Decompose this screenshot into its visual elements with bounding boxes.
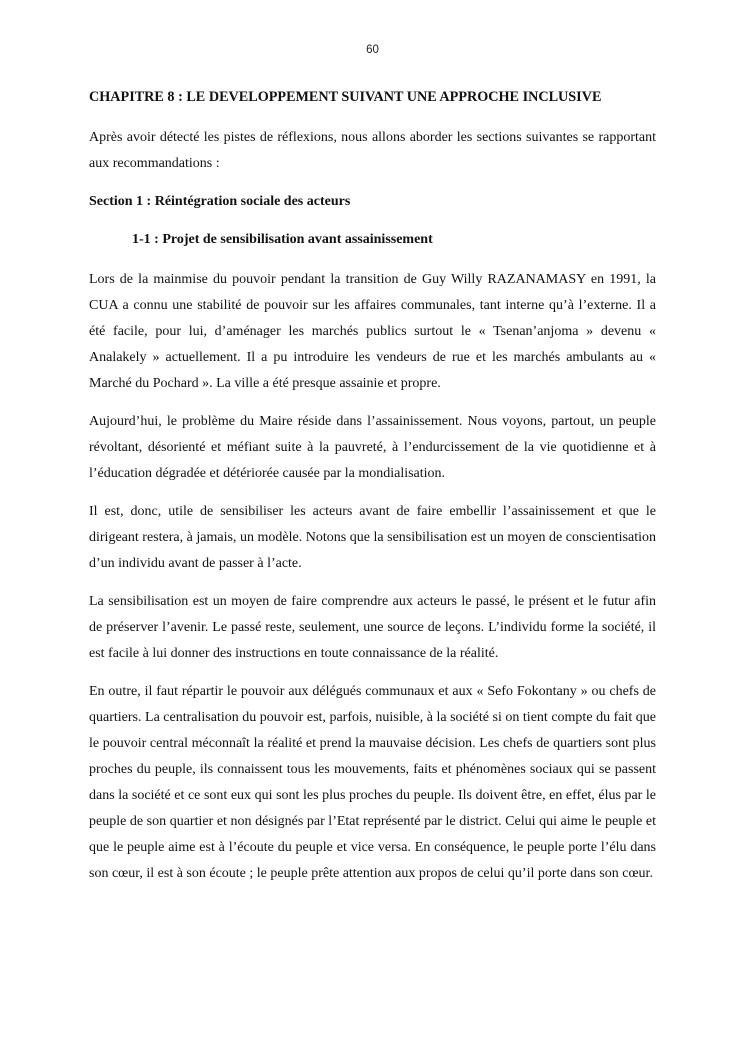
section-title: Section 1 : Réintégration sociale des acteurs [89, 194, 351, 209]
document-body [89, 86, 656, 899]
chapter-title: CHAPITRE 8 : LE DEVELOPPEMENT SUIVANT UNE APPROCHE INCLUSIVE [89, 89, 602, 105]
paragraph-sensitization-means: La sensibilisation est un moyen de faire comprendre aux acteurs le passé, le présent et le futur afin de préserver l’avenir. Le passé reste, seulement, une source de leçons. L’individu forme la société, il est facile à lui donner des instructions en toute connaissance de la réalité. [89, 594, 656, 661]
paragraph-sensitization-utility: Il est, donc, utile de sensibiliser les acteurs avant de faire embellir l’assainissement et que le dirigeant restera, à jamais, un modèle. Notons que la sensibilisation est un moyen de conscientisation d’un individu avant de passer à l’acte. [89, 504, 656, 571]
paragraph-transition: Lors de la mainmise du pouvoir pendant la transition de Guy Willy RAZANAMASY en 1991, la CUA a connu une stabilité de pouvoir sur les affaires communales, tant interne qu’à l’externe. Il a été facile, pour lui, d’aménager les marchés publics surtout le « Tsenan’anjoma » devenu « Analakely » actuellement. Il a pu introduire les vendeurs de rue et les marchés ambulants au « Marché du Pochard ». La ville a été presque assainie et propre. [89, 272, 656, 391]
subsection-title: 1-1 : Projet de sensibilisation avant assainissement [132, 232, 433, 247]
paragraph-problem: Aujourd’hui, le problème du Maire réside dans l’assainissement. Nous voyons, partout, un peuple révoltant, désorienté et méfiant suite à la pauvreté, à l’endurcissement de la vie quotidienne et à l’éducation dégradée et détériorée causée par la mondialisation. [89, 414, 656, 481]
page-number: 60 [366, 44, 379, 56]
intro-paragraph: Après avoir détecté les pistes de réflexions, nous allons aborder les sections suivantes se rapportant aux recommandations : [89, 130, 656, 171]
paragraph-decentralization: En outre, il faut répartir le pouvoir aux délégués communaux et aux « Sefo Fokontany » ou chefs de quartiers. La centralisation du pouvoir est, parfois, nuisible, à la société si on tient compte du fait que le pouvoir central méconnaît la réalité et prend la mauvaise décision. Les chefs de quartiers sont plus proches du peuple, ils connaissent tous les mouvements, faits et phénomènes sociaux qui se passent dans la société et ce sont eux qui sont les plus proches du peuple. Ils doivent être, en effet, élus par le peuple de son quartier et non désignés par l’Etat représenté par le district. Celui qui aime le peuple et que le peuple aime est à l’écoute du peuple et vice versa. En conséquence, le peuple porte l’élu dans son cœur, il est à son écoute ; le peuple prête attention aux propos de celui qu’il porte dans son cœur. [89, 684, 656, 881]
